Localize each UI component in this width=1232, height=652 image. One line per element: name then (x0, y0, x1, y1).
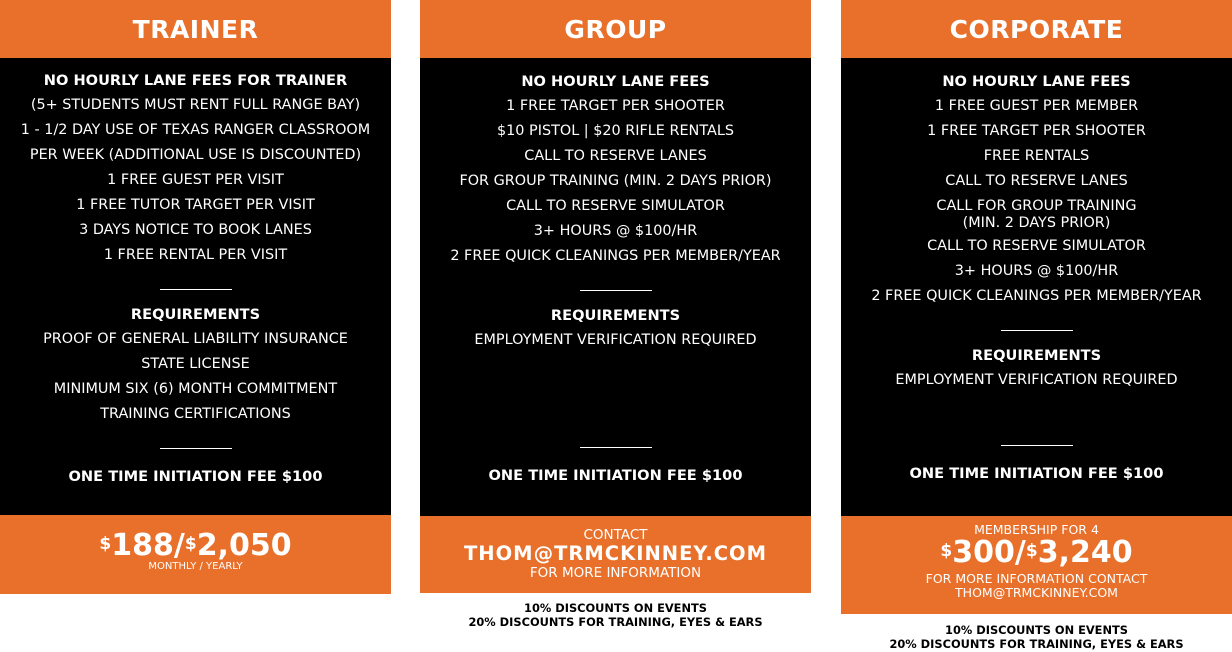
more-info-email[interactable]: THOM@TRMCKINNEY.COM (955, 585, 1118, 600)
requirement: STATE LICENSE (141, 356, 250, 372)
requirement: EMPLOYMENT VERIFICATION REQUIRED (895, 372, 1178, 388)
price-period: MONTHLY / YEARLY (148, 561, 243, 572)
corporate-card (841, 0, 1232, 651)
corporate-feature: 1 FREE TARGET PER SHOOTER (927, 123, 1146, 139)
requirement: EMPLOYMENT VERIFICATION REQUIRED (474, 332, 757, 348)
group-card (420, 0, 811, 629)
corporate-feature: CALL TO RESERVE SIMULATOR (927, 238, 1146, 254)
price-monthly: 300/ (952, 535, 1026, 570)
corporate-feature: 1 FREE GUEST PER MEMBER (934, 98, 1139, 114)
group-features (420, 58, 811, 516)
trainer-price-box (0, 515, 391, 594)
corporate-price-box (841, 516, 1232, 614)
initiation-fee: ONE TIME INITIATION FEE $100 (68, 468, 323, 485)
corporate-price (841, 535, 1232, 570)
initiation-fee: ONE TIME INITIATION FEE $100 (488, 467, 743, 484)
price-yearly: 3,240 (1037, 535, 1133, 570)
requirement: TRAINING CERTIFICATIONS (100, 406, 291, 422)
corporate-title: CORPORATE (841, 0, 1232, 58)
corporate-discounts (841, 623, 1232, 651)
trainer-feature: 1 FREE GUEST PER VISIT (107, 172, 284, 188)
requirement: PROOF OF GENERAL LIABILITY INSURANCE (43, 331, 348, 347)
more-info: FOR MORE INFORMATION CONTACT (925, 571, 1148, 586)
trainer-feature: PER WEEK (ADDITIONAL USE IS DISCOUNTED) (29, 147, 362, 163)
requirements-heading: REQUIREMENTS (550, 307, 681, 324)
group-feature: CALL TO RESERVE SIMULATOR (506, 198, 725, 214)
group-feature: 1 FREE TARGET PER SHOOTER (506, 98, 725, 114)
group-title: GROUP (420, 0, 811, 58)
corporate-feature: 2 FREE QUICK CLEANINGS PER MEMBER/YEAR (871, 288, 1202, 304)
corporate-feature: 3+ HOURS @ $100/HR (954, 263, 1119, 279)
group-feature: FOR GROUP TRAINING (MIN. 2 DAYS PRIOR) (459, 173, 772, 189)
group-contact-box (420, 516, 811, 593)
trainer-feature: (5+ STUDENTS MUST RENT FULL RANGE BAY) (30, 97, 361, 113)
corporate-feature: CALL FOR GROUP TRAINING (MIN. 2 DAYS PRIOR) (936, 198, 1137, 231)
discount-line: 20% DISCOUNTS FOR TRAINING, EYES & EARS (889, 637, 1184, 651)
currency-symbol: $ (1025, 541, 1038, 561)
corporate-feature: NO HOURLY LANE FEES (942, 73, 1131, 90)
currency-symbol: $ (940, 541, 953, 561)
trainer-price (0, 528, 391, 563)
group-feature: CALL TO RESERVE LANES (524, 148, 707, 164)
currency-symbol: $ (99, 534, 112, 554)
requirements-heading: REQUIREMENTS (971, 347, 1102, 364)
price-monthly: 188/ (111, 528, 185, 563)
corporate-feature: CALL TO RESERVE LANES (945, 173, 1128, 189)
group-feature: 3+ HOURS @ $100/HR (533, 223, 698, 239)
corporate-feature: FREE RENTALS (983, 148, 1090, 164)
trainer-card (0, 0, 391, 594)
initiation-fee: ONE TIME INITIATION FEE $100 (909, 465, 1164, 482)
membership-label: MEMBERSHIP FOR 4 (974, 522, 1099, 537)
contact-more: FOR MORE INFORMATION (529, 565, 702, 581)
trainer-feature: 1 - 1/2 DAY USE OF TEXAS RANGER CLASSROOM (20, 122, 371, 138)
trainer-feature: 1 FREE RENTAL PER VISIT (103, 247, 288, 263)
requirements-heading: REQUIREMENTS (130, 306, 261, 323)
price-yearly: 2,050 (196, 528, 292, 563)
discount-line: 10% DISCOUNTS ON EVENTS (945, 623, 1128, 637)
discount-line: 10% DISCOUNTS ON EVENTS (524, 601, 707, 615)
contact-email[interactable]: THOM@TRMCKINNEY.COM (463, 542, 768, 565)
group-feature: 2 FREE QUICK CLEANINGS PER MEMBER/YEAR (450, 248, 781, 264)
group-feature: NO HOURLY LANE FEES (521, 73, 710, 90)
trainer-title: TRAINER (0, 0, 391, 58)
discount-line: 20% DISCOUNTS FOR TRAINING, EYES & EARS (468, 615, 763, 629)
currency-symbol: $ (184, 534, 197, 554)
group-discounts (420, 601, 811, 629)
trainer-features (0, 58, 391, 515)
trainer-feature: 1 FREE TUTOR TARGET PER VISIT (76, 197, 315, 213)
group-feature: $10 PISTOL | $20 RIFLE RENTALS (496, 123, 734, 139)
requirement: MINIMUM SIX (6) MONTH COMMITMENT (53, 381, 338, 397)
trainer-feature: 3 DAYS NOTICE TO BOOK LANES (79, 222, 312, 238)
contact-label: CONTACT (583, 527, 648, 543)
trainer-feature: NO HOURLY LANE FEES FOR TRAINER (43, 72, 348, 89)
corporate-features (841, 58, 1232, 516)
